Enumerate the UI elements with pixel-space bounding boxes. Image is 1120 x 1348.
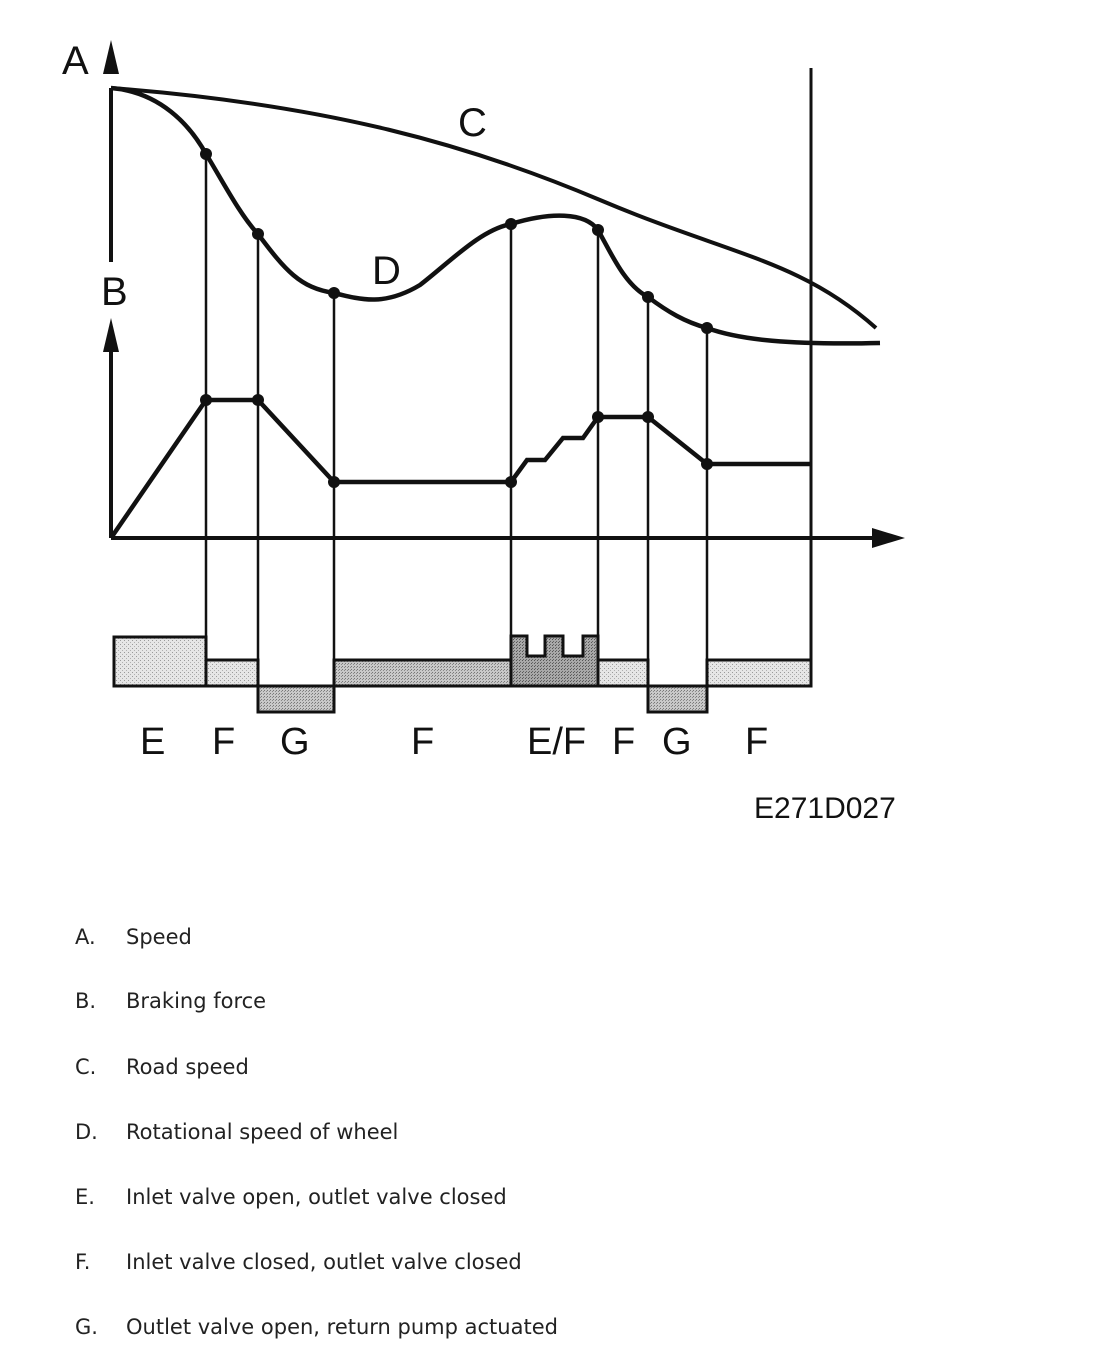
wheel-speed-point — [252, 228, 264, 240]
figure-code: E271D027 — [754, 792, 896, 825]
phase-label: F — [612, 721, 636, 763]
legend-item — [0, 1315, 800, 1345]
phase-label: F — [745, 721, 769, 763]
legend-text: Outlet valve open, return pump actuated — [126, 1315, 558, 1339]
braking-force-point — [701, 458, 713, 470]
phase-label: E — [140, 721, 166, 763]
phase-label: E/F — [527, 721, 587, 763]
wheel-speed-curve — [111, 88, 880, 343]
braking-force-point — [252, 394, 264, 406]
phase-block-e — [114, 637, 206, 686]
wheel-speed-point — [328, 287, 340, 299]
legend-item — [0, 925, 800, 955]
wheel-speed-point — [642, 291, 654, 303]
phase-block-f — [334, 660, 511, 686]
braking-force-point — [328, 476, 340, 488]
legend-text: Speed — [126, 925, 192, 949]
braking-force-point — [505, 476, 517, 488]
legend-key: B. — [75, 989, 97, 1013]
phase-block-f — [206, 660, 258, 686]
legend-key: G. — [75, 1315, 98, 1339]
legend-text: Inlet valve open, outlet valve closed — [126, 1185, 507, 1209]
legend-item — [0, 1250, 800, 1280]
phase-boundary-lines — [206, 154, 707, 686]
legend-key: E. — [75, 1185, 95, 1209]
phase-block-f — [598, 660, 648, 686]
axis-label-b: B — [101, 270, 128, 314]
legend-item — [0, 1185, 800, 1215]
braking-force-point — [642, 411, 654, 423]
speed-axis-arrow-icon — [103, 40, 119, 74]
road-speed-curve — [111, 88, 876, 328]
phase-labels — [140, 721, 768, 763]
legend-key: A. — [75, 925, 96, 949]
phase-block-g — [648, 686, 707, 712]
wheel-speed-point — [701, 322, 713, 334]
wheel-speed-point — [200, 148, 212, 160]
legend-item — [0, 1055, 800, 1085]
braking-force-point — [200, 394, 212, 406]
legend-item — [0, 989, 800, 1019]
axes — [111, 88, 878, 538]
legend-text: Inlet valve closed, outlet valve closed — [126, 1250, 522, 1274]
braking-force-axis-arrow-icon — [103, 318, 119, 352]
wheel-speed-point — [505, 218, 517, 230]
phase-block-f — [707, 660, 811, 686]
braking-force-points — [200, 394, 713, 488]
wheel-speed-point — [592, 224, 604, 236]
axis-label-a: A — [62, 39, 89, 83]
legend-text: Rotational speed of wheel — [126, 1120, 399, 1144]
time-axis-arrow-icon — [872, 528, 905, 548]
curve-label-d: D — [372, 249, 401, 293]
legend-key: D. — [75, 1120, 98, 1144]
curve-label-c: C — [458, 101, 487, 145]
phase-label: F — [411, 721, 435, 763]
legend-key: C. — [75, 1055, 97, 1079]
legend-key: F. — [75, 1250, 91, 1274]
phase-block-g — [258, 686, 334, 712]
phase-label: G — [280, 721, 310, 763]
phase-label: F — [212, 721, 236, 763]
braking-force-point — [592, 411, 604, 423]
legend-text: Road speed — [126, 1055, 249, 1079]
legend-item — [0, 1120, 800, 1150]
phase-label: G — [662, 721, 692, 763]
legend-text: Braking force — [126, 989, 267, 1013]
wheel-speed-points — [200, 148, 713, 334]
phase-block-e-f — [511, 636, 598, 686]
